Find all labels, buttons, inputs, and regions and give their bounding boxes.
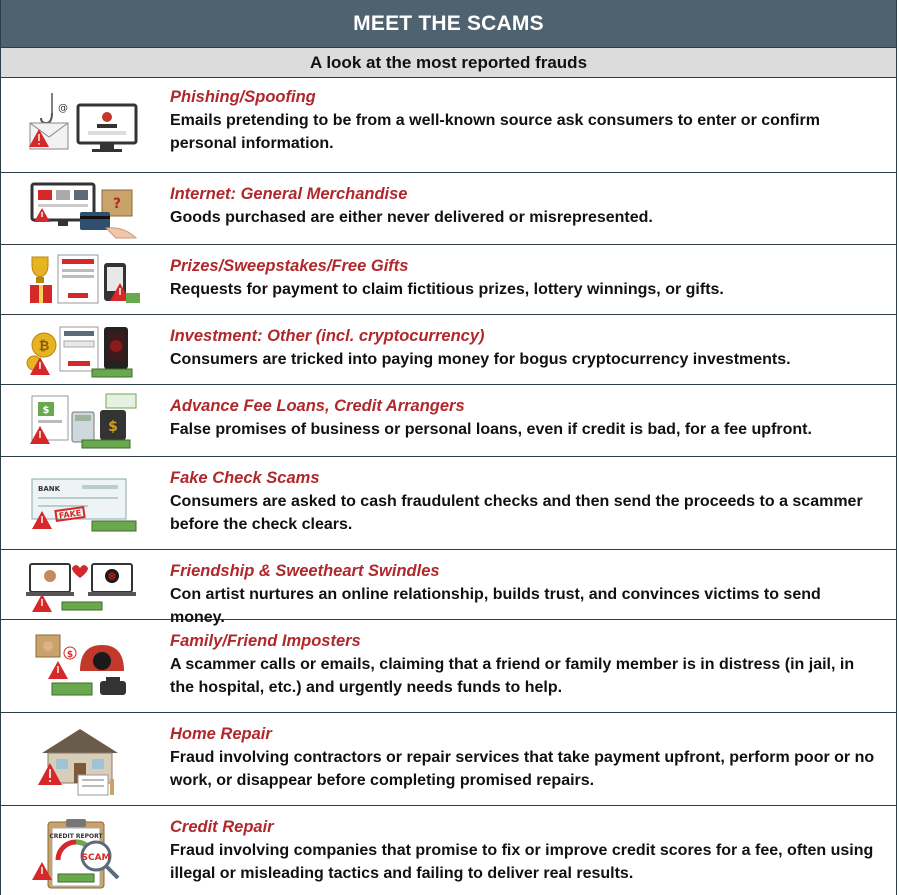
scam-row-merchandise (1, 173, 896, 245)
scam-title: Phishing/Spoofing (170, 88, 316, 106)
scam-description: False promises of business or personal loans, even if credit is bad, for a fee upfront. (170, 421, 812, 438)
credit-report-scam-icon (19, 814, 145, 894)
scam-description: Consumers are asked to cash fraudulent checks and then send the proceeds to a scammer before the check clears. (170, 493, 863, 533)
scam-title: Fake Check Scams (170, 469, 320, 487)
page-subtitle: A look at the most reported frauds (1, 48, 896, 78)
crypto-coins-phone-icon (19, 319, 145, 381)
scam-row-investment (1, 315, 896, 385)
scam-title: Internet: General Merchandise (170, 185, 408, 203)
scam-row-phishing (1, 78, 896, 173)
scam-description: A scammer calls or emails, claiming that a friend or family member is in distress (in jail, in the hospital, etc.) and urgently needs funds to help. (170, 656, 855, 696)
online-shopping-package-icon (19, 177, 145, 241)
credit-report-label: CREDIT REPORT (49, 833, 103, 840)
scam-row-prizes (1, 245, 896, 315)
scam-magnifier-label: SCAM (81, 853, 111, 863)
scam-description: Con artist nurtures an online relationship, builds trust, and convinces victims to send money. (170, 586, 821, 626)
home-repair-house-icon (19, 721, 145, 799)
scam-title: Advance Fee Loans, Credit Arrangers (170, 397, 465, 415)
scam-description: Requests for payment to claim fictitious prizes, lottery winnings, or gifts. (170, 281, 724, 298)
scam-row-loans (1, 385, 896, 457)
scam-row-fake-check (1, 457, 896, 550)
scam-row-credit-repair (1, 806, 896, 895)
scam-description: Fraud involving companies that promise to fix or improve credit scores for a fee, often using illegal or misleading tactics and failing to deliver real results. (170, 842, 874, 882)
scam-row-sweetheart (1, 550, 896, 626)
scam-title: Prizes/Sweepstakes/Free Gifts (170, 257, 409, 275)
svg-text:$: $ (108, 419, 118, 435)
scam-description: Goods purchased are either never delivered or misrepresented. (170, 209, 653, 226)
scam-title: Investment: Other (incl. cryptocurrency) (170, 327, 485, 345)
svg-text:@: @ (58, 102, 68, 114)
check-bank-label: BANK (38, 485, 61, 493)
scam-description: Emails pretending to be from a well-known source ask consumers to enter or confirm personal information. (170, 112, 820, 152)
scam-title: Credit Repair (170, 818, 274, 836)
svg-text:₿: ₿ (38, 339, 50, 354)
phishing-email-hook-icon (19, 88, 145, 163)
check-fake-stamp: FAKE (58, 508, 82, 521)
scam-description: Consumers are tricked into paying money for bogus cryptocurrency investments. (170, 351, 791, 368)
svg-text:?: ? (112, 196, 122, 212)
svg-text:$: $ (42, 405, 50, 416)
romance-scam-laptops-icon (19, 554, 145, 616)
loan-calculator-briefcase-icon (19, 389, 145, 453)
scam-title: Family/Friend Imposters (170, 632, 361, 650)
page-title: MEET THE SCAMS (1, 0, 896, 48)
scam-title: Friendship & Sweetheart Swindles (170, 562, 440, 580)
scam-row-home-repair (1, 713, 896, 806)
scam-description: Fraud involving contractors or repair services that take payment upfront, perform poor or no work, or disappear before completing promised repairs. (170, 749, 875, 789)
imposter-hacker-phone-icon (19, 630, 145, 704)
prize-gift-trophy-icon (19, 249, 145, 311)
fake-check-icon (19, 469, 145, 539)
svg-text:$: $ (66, 650, 74, 660)
scam-title: Home Repair (170, 725, 272, 743)
scam-row-imposters (1, 620, 896, 713)
